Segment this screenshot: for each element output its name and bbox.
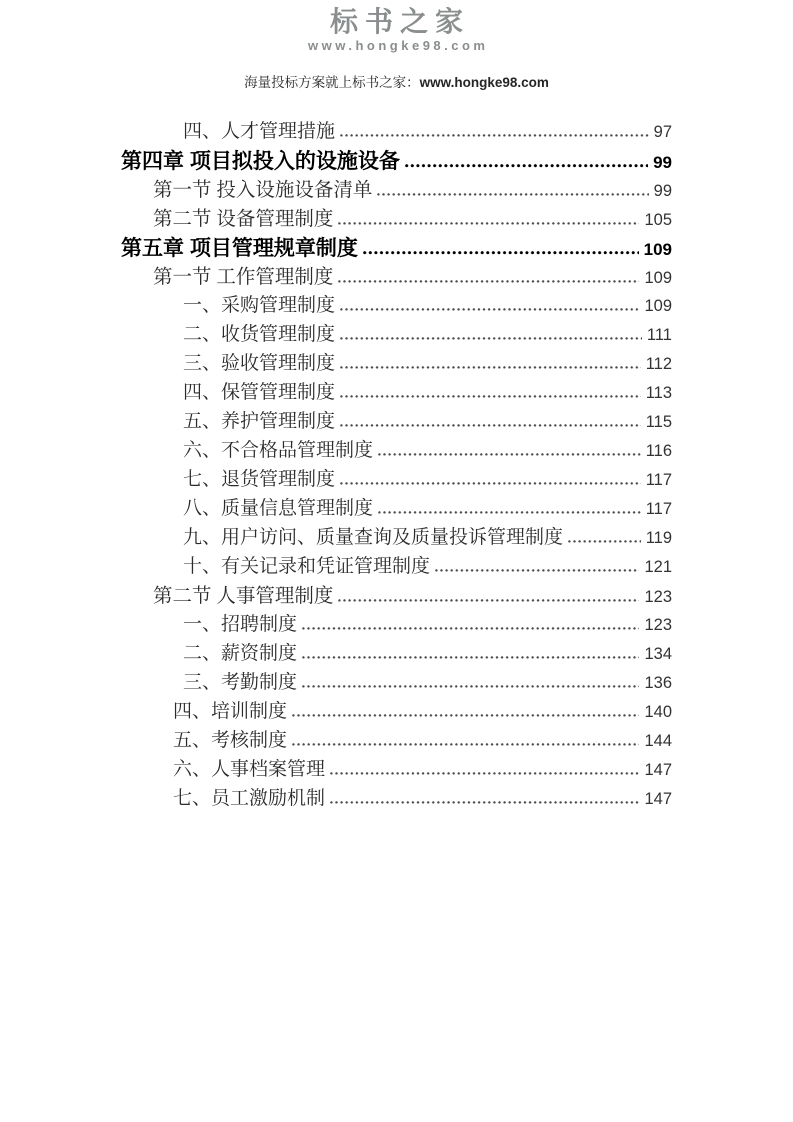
- toc-dot-leader: [338, 280, 639, 283]
- toc-entry-title: 七、退货管理制度: [183, 469, 336, 490]
- toc-entry-title: 五、养护管理制度: [183, 411, 336, 432]
- toc-page-number: 109: [644, 269, 672, 287]
- toc-entry-title: 第二节 设备管理制度: [153, 209, 334, 230]
- toc-dot-leader: [363, 251, 639, 255]
- toc-entry[interactable]: [183, 108, 672, 142]
- toc-dot-leader: [340, 366, 641, 369]
- toc-page-number: 119: [645, 529, 672, 547]
- toc-entry-title: 第一节 投入设施设备清单: [153, 180, 373, 201]
- toc-dot-leader: [340, 134, 649, 137]
- toc-entry-title: 第一节 工作管理制度: [153, 267, 334, 288]
- toc-entry-title: 一、采购管理制度: [183, 295, 336, 316]
- toc-dot-leader: [302, 685, 639, 688]
- toc-entry-title: 第四章 项目拟投入的设施设备: [121, 150, 400, 173]
- toc-dot-leader: [568, 540, 641, 543]
- toc-page-number: 140: [644, 703, 672, 721]
- toc-entry-title: 七、员工激励机制: [173, 788, 326, 809]
- toc-page-number: 109: [644, 297, 672, 315]
- toc-entry-title: 九、用户访问、质量查询及质量投诉管理制度: [183, 527, 564, 548]
- toc-page-number: 111: [646, 326, 672, 344]
- tagline-url: www.hongke98.com: [419, 75, 549, 90]
- toc-page-number: 99: [653, 153, 672, 172]
- toc-dot-leader: [378, 453, 641, 456]
- toc-entry-title: 四、保管管理制度: [183, 382, 336, 403]
- toc-entry-title: 四、培训制度: [173, 701, 288, 722]
- toc-page-number: 136: [644, 674, 672, 692]
- toc-page-number: 117: [645, 500, 672, 518]
- toc-dot-leader: [340, 424, 641, 427]
- toc-page-number: 123: [644, 616, 672, 634]
- toc-dot-leader: [340, 395, 641, 398]
- toc-page-number: 117: [645, 471, 672, 489]
- toc-dot-leader: [338, 599, 639, 602]
- toc-dot-leader: [302, 627, 639, 630]
- toc-dot-leader: [435, 569, 639, 572]
- toc-page-number: 116: [645, 442, 672, 460]
- toc-dot-leader: [377, 193, 648, 196]
- toc-dot-leader: [378, 511, 641, 514]
- toc-page-number: 109: [643, 240, 672, 259]
- toc-dot-leader: [340, 308, 639, 311]
- toc-entry-title: 一、招聘制度: [183, 614, 298, 635]
- toc-entry-title: 第五章 项目管理规章制度: [121, 237, 358, 260]
- toc-entry-title: 五、考核制度: [173, 730, 288, 751]
- toc-dot-leader: [292, 714, 639, 717]
- toc-page-number: 112: [645, 355, 672, 373]
- tagline-text: 海量投标方案就上标书之家：: [244, 75, 420, 90]
- toc-page-number: 97: [653, 123, 672, 141]
- toc-page-number: 144: [644, 732, 672, 750]
- toc-entry-title: 六、不合格品管理制度: [183, 440, 374, 461]
- toc-dot-leader: [405, 164, 648, 168]
- toc-page-number: 147: [644, 761, 672, 779]
- toc-entry-title: 三、验收管理制度: [183, 353, 336, 374]
- toc-entry-title: 三、考勤制度: [183, 672, 298, 693]
- logo: 标书之家: [329, 6, 470, 37]
- toc-dot-leader: [302, 656, 639, 659]
- logo-url: www.hongke98.com: [308, 38, 489, 53]
- toc-entry-title: 第二节 人事管理制度: [153, 586, 334, 607]
- toc-page-number: 147: [644, 790, 672, 808]
- toc-dot-leader: [330, 801, 639, 804]
- toc-page-number: 99: [653, 182, 672, 200]
- toc-entry-title: 六、人事档案管理: [173, 759, 326, 780]
- toc-dot-leader: [340, 482, 641, 485]
- toc-entry-title: 二、薪资制度: [183, 643, 298, 664]
- toc-page-number: 113: [645, 384, 672, 402]
- toc-page-number: 105: [644, 211, 672, 229]
- toc-page-number: 123: [644, 588, 672, 606]
- toc-entry-title: 四、人才管理措施: [183, 121, 336, 142]
- toc-entry-title: 二、收货管理制度: [183, 324, 336, 345]
- toc-entry-title: 十、有关记录和凭证管理制度: [183, 556, 431, 577]
- table-of-contents: [121, 108, 672, 809]
- toc-page-number: 115: [645, 413, 672, 431]
- toc-dot-leader: [338, 222, 639, 225]
- toc-dot-leader: [330, 772, 639, 775]
- toc-page-number: 121: [644, 558, 672, 576]
- letterhead: [0, 0, 793, 91]
- toc-dot-leader: [340, 337, 642, 340]
- toc-dot-leader: [292, 743, 639, 746]
- toc-page-number: 134: [644, 645, 672, 663]
- toc-entry-title: 八、质量信息管理制度: [183, 498, 374, 519]
- tagline: [0, 74, 793, 91]
